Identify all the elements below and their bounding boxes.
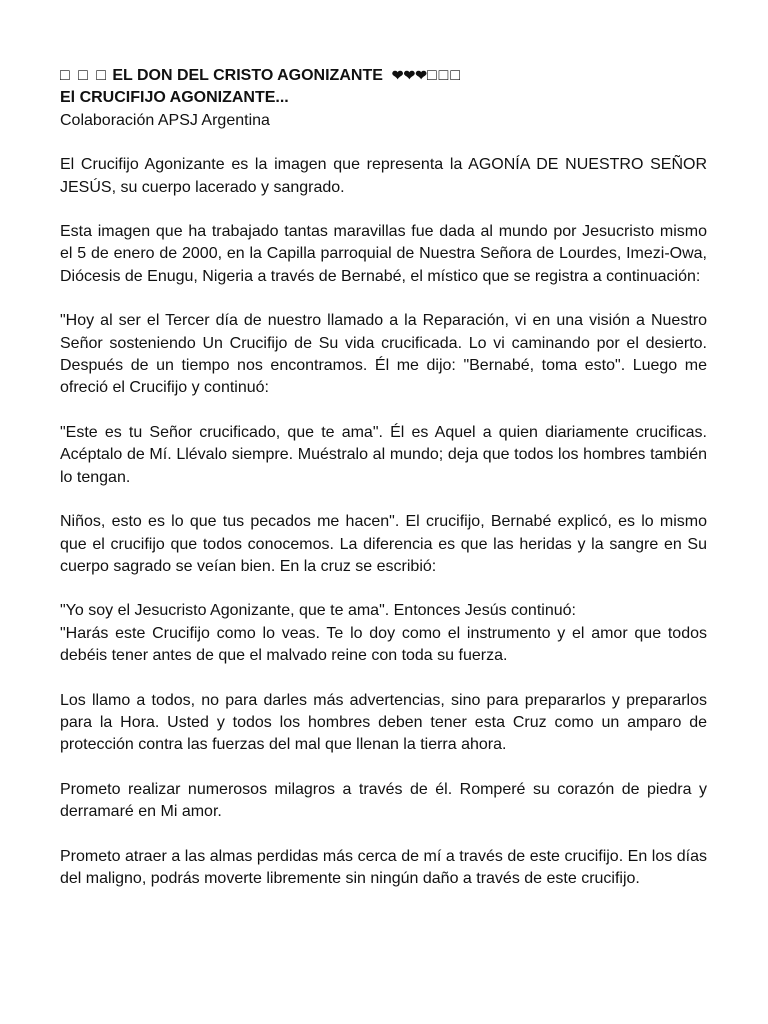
- heart-icons: ❤❤❤: [391, 67, 427, 83]
- document-subheading: El CRUCIFIJO AGONIZANTE...: [60, 89, 289, 107]
- paragraph: El Crucifijo Agonizante es la imagen que representa la AGONÍA DE NUESTRO SEÑOR JESÚS, su cuerpo lacerado y sangrado.: [60, 156, 707, 196]
- paragraph: "Hoy al ser el Tercer día de nuestro llamado a la Reparación, vi en una visión a Nuestro Señor sosteniendo Un Crucifijo de Su vida crucificada. Lo vi caminando por el desierto. Después de un tiempo nos encontramos. Él me dijo: "Bernabé, toma esto". Luego me ofreció el Crucifijo y continuó:: [60, 312, 707, 397]
- paragraph: Niños, esto es lo que tus pecados me hacen". El crucifijo, Bernabé explicó, es lo mismo que el crucifijo que todos conocemos. La diferencia es que las heridas y la sangre en Su cuerpo sagrado se veían bien. En la cruz se escribió:: [60, 513, 707, 575]
- title-text: EL DON DEL CRISTO AGONIZANTE: [112, 67, 383, 84]
- paragraph: Prometo realizar numerosos milagros a través de él. Romperé su corazón de piedra y derramaré en Mi amor.: [60, 780, 707, 821]
- paragraph: Prometo atraer a las almas perdidas más cerca de mí a través de este crucifijo. En los días del maligno, podrás moverte libremente sin ningún daño a través de este crucifijo.: [60, 847, 707, 887]
- paragraph: Los llamo a todos, no para darles más advertencias, sino para prepararlos y prepararlos para la Hora. Usted y todos los hombres deben tener esta Cruz como un amparo de protección contra las fuerzas del mal que llenan la tierra ahora.: [60, 691, 707, 754]
- document-title: [60, 64, 707, 87]
- paragraph: "Harás este Crucifijo como lo veas. Te lo doy como el instrumento y el amor que todos debéis tener antes de que el malvado reine con toda su fuerza.: [60, 624, 707, 665]
- title-prefix-symbols: □ □ □: [60, 67, 108, 84]
- paragraph: Esta imagen que ha trabajado tantas maravillas fue dada al mundo por Jesucristo mismo el 5 de enero de 2000, en la Capilla parroquial de Nuestra Señora de Lourdes, Imezi-Owa, Diócesis de Enugu, Nigeria a través de Bernabé, el místico que se registra a continuación:: [60, 223, 707, 285]
- title-suffix-symbols: □□□: [426, 67, 462, 84]
- document-page: [60, 64, 707, 912]
- paragraph: "Este es tu Señor crucificado, que te ama". Él es Aquel a quien diariamente crucificas. Acéptalo de Mí. Llévalo siempre. Muéstralo al mundo; deja que todos los hombres también lo tengan.: [60, 423, 707, 486]
- paragraph: "Yo soy el Jesucristo Agonizante, que te ama". Entonces Jesús continuó:: [60, 602, 576, 620]
- document-credit: Colaboración APSJ Argentina: [60, 111, 270, 129]
